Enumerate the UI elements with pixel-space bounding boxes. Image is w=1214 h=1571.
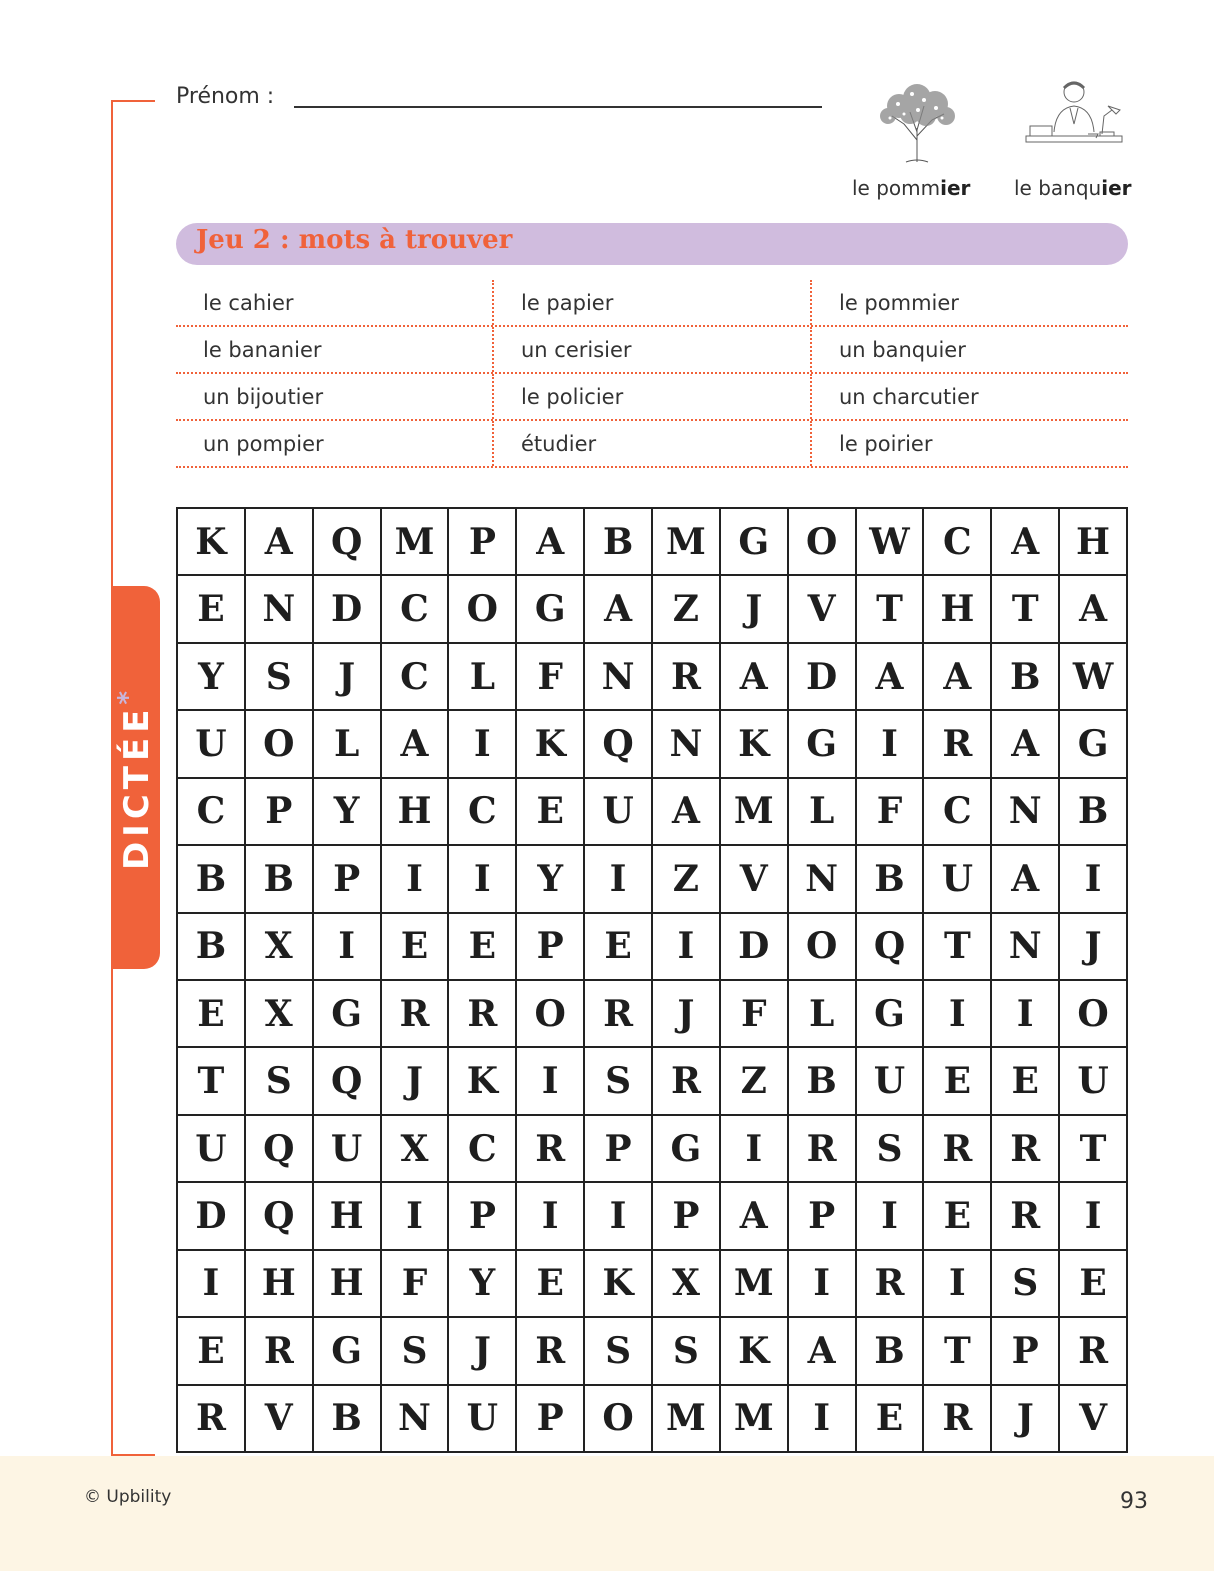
grid-cell[interactable]: R xyxy=(653,644,721,711)
grid-cell[interactable]: R xyxy=(924,1386,992,1453)
grid-cell[interactable]: R xyxy=(246,1318,314,1385)
word-item: un bijoutier xyxy=(203,384,324,409)
grid-cell[interactable]: Q xyxy=(246,1116,314,1183)
grid-cell[interactable]: I xyxy=(178,1251,246,1318)
grid-cell[interactable]: S xyxy=(653,1318,721,1385)
grid-cell[interactable]: P xyxy=(517,1386,585,1453)
word-item: étudier xyxy=(492,421,810,466)
grid-cell[interactable]: R xyxy=(789,1116,857,1183)
grid-cell[interactable]: Z xyxy=(653,576,721,643)
grid-cell[interactable]: R xyxy=(382,981,450,1048)
grid-cell[interactable]: A xyxy=(992,846,1060,913)
grid-cell[interactable]: R xyxy=(924,1116,992,1183)
grid-cell[interactable]: Y xyxy=(449,1251,517,1318)
grid-cell[interactable]: G xyxy=(517,576,585,643)
grid-cell[interactable]: A xyxy=(653,779,721,846)
grid-cell[interactable]: U xyxy=(857,1048,925,1115)
grid-cell[interactable]: I xyxy=(857,711,925,778)
grid-cell[interactable]: V xyxy=(721,846,789,913)
grid-cell[interactable]: J xyxy=(382,1048,450,1115)
word-list-row xyxy=(176,327,1128,374)
word-list-row xyxy=(176,280,1128,327)
name-input-line[interactable] xyxy=(294,106,822,108)
grid-cell[interactable]: T xyxy=(924,914,992,981)
word-item: le pommier xyxy=(810,280,1128,325)
grid-cell[interactable]: H xyxy=(246,1251,314,1318)
grid-cell[interactable]: B xyxy=(1060,779,1128,846)
grid-cell[interactable]: X xyxy=(246,981,314,1048)
grid-cell[interactable]: Q xyxy=(314,1048,382,1115)
grid-cell[interactable]: A xyxy=(857,644,925,711)
grid-cell[interactable]: T xyxy=(178,1048,246,1115)
word-search-grid xyxy=(176,507,1128,1453)
grid-cell[interactable]: X xyxy=(653,1251,721,1318)
grid-cell[interactable]: I xyxy=(449,846,517,913)
grid-cell[interactable]: P xyxy=(992,1318,1060,1385)
grid-cell[interactable]: A xyxy=(924,644,992,711)
grid-cell[interactable]: O xyxy=(585,1386,653,1453)
grid-cell[interactable]: B xyxy=(314,1386,382,1453)
grid-cell[interactable]: I xyxy=(653,914,721,981)
grid-cell[interactable]: G xyxy=(314,1318,382,1385)
grid-cell[interactable]: E xyxy=(517,779,585,846)
grid-cell[interactable]: F xyxy=(517,644,585,711)
grid-cell[interactable]: E xyxy=(857,1386,925,1453)
grid-cell[interactable]: O xyxy=(789,509,857,576)
grid-cell[interactable]: B xyxy=(857,846,925,913)
grid-cell[interactable]: B xyxy=(585,509,653,576)
grid-cell[interactable]: E xyxy=(178,981,246,1048)
word-list-table xyxy=(176,280,1128,468)
grid-cell[interactable]: V xyxy=(789,576,857,643)
grid-cell[interactable]: J xyxy=(449,1318,517,1385)
grid-cell[interactable]: R xyxy=(178,1386,246,1453)
grid-cell[interactable]: L xyxy=(449,644,517,711)
grid-cell[interactable]: O xyxy=(1060,981,1128,1048)
grid-cell[interactable]: S xyxy=(585,1318,653,1385)
grid-cell[interactable]: I xyxy=(585,1183,653,1250)
grid-cell[interactable]: E xyxy=(178,1318,246,1385)
grid-cell[interactable]: H xyxy=(314,1251,382,1318)
grid-cell[interactable]: N xyxy=(789,846,857,913)
grid-cell[interactable]: E xyxy=(178,576,246,643)
tree-icon xyxy=(874,76,960,164)
grid-cell[interactable]: W xyxy=(1060,644,1128,711)
grid-cell[interactable]: R xyxy=(992,1183,1060,1250)
grid-cell[interactable]: T xyxy=(857,576,925,643)
grid-cell[interactable]: M xyxy=(721,1251,789,1318)
grid-cell[interactable]: E xyxy=(585,914,653,981)
footer-band xyxy=(0,1456,1214,1571)
grid-cell[interactable]: R xyxy=(653,1048,721,1115)
grid-cell[interactable]: I xyxy=(585,846,653,913)
grid-cell[interactable]: L xyxy=(789,981,857,1048)
grid-cell[interactable]: A xyxy=(789,1318,857,1385)
grid-cell[interactable]: B xyxy=(857,1318,925,1385)
grid-cell[interactable]: Q xyxy=(857,914,925,981)
grid-cell[interactable]: D xyxy=(178,1183,246,1250)
grid-cell[interactable]: F xyxy=(382,1251,450,1318)
grid-cell[interactable]: U xyxy=(1060,1048,1128,1115)
grid-cell[interactable]: D xyxy=(314,576,382,643)
grid-cell[interactable]: Q xyxy=(314,509,382,576)
grid-cell[interactable]: M xyxy=(721,1386,789,1453)
grid-cell[interactable]: Y xyxy=(517,846,585,913)
grid-cell[interactable]: T xyxy=(1060,1116,1128,1183)
grid-cell[interactable]: Y xyxy=(178,644,246,711)
grid-cell[interactable]: E xyxy=(992,1048,1060,1115)
grid-cell[interactable]: R xyxy=(1060,1318,1128,1385)
grid-cell[interactable]: X xyxy=(382,1116,450,1183)
grid-cell[interactable]: I xyxy=(382,846,450,913)
grid-cell[interactable]: P xyxy=(449,509,517,576)
grid-cell[interactable]: I xyxy=(382,1183,450,1250)
word-list-row xyxy=(176,421,1128,468)
word-item: le poirier xyxy=(810,421,1128,466)
grid-cell[interactable]: S xyxy=(246,1048,314,1115)
grid-cell[interactable]: H xyxy=(314,1183,382,1250)
word-item: le bananier xyxy=(203,337,322,362)
grid-cell[interactable]: S xyxy=(246,644,314,711)
grid-cell[interactable]: C xyxy=(449,1116,517,1183)
grid-cell[interactable]: C xyxy=(178,779,246,846)
grid-cell[interactable]: R xyxy=(857,1251,925,1318)
banker-caption: le banquier xyxy=(1014,176,1132,200)
grid-cell[interactable]: J xyxy=(721,576,789,643)
grid-cell[interactable]: E xyxy=(449,914,517,981)
grid-cell[interactable]: I xyxy=(857,1183,925,1250)
grid-cell[interactable]: P xyxy=(449,1183,517,1250)
grid-cell[interactable]: I xyxy=(517,1048,585,1115)
grid-cell[interactable]: E xyxy=(382,914,450,981)
grid-cell[interactable]: I xyxy=(1060,1183,1128,1250)
grid-cell[interactable]: K xyxy=(517,711,585,778)
word-item: le cahier xyxy=(203,290,294,315)
grid-cell[interactable]: A xyxy=(992,509,1060,576)
grid-cell[interactable]: N xyxy=(246,576,314,643)
word-item: le papier xyxy=(492,280,810,325)
grid-cell[interactable]: K xyxy=(585,1251,653,1318)
word-list-row xyxy=(176,374,1128,421)
grid-cell[interactable]: L xyxy=(314,711,382,778)
grid-cell[interactable]: I xyxy=(314,914,382,981)
grid-cell[interactable]: B xyxy=(992,644,1060,711)
grid-cell[interactable]: N xyxy=(653,711,721,778)
grid-cell[interactable]: K xyxy=(178,509,246,576)
footer-copyright: © Upbility xyxy=(84,1487,172,1507)
grid-cell[interactable]: G xyxy=(857,981,925,1048)
grid-cell[interactable]: P xyxy=(246,779,314,846)
grid-cell[interactable]: F xyxy=(721,981,789,1048)
grid-cell[interactable]: O xyxy=(789,914,857,981)
grid-cell[interactable]: O xyxy=(449,576,517,643)
grid-cell[interactable]: C xyxy=(924,509,992,576)
word-item: un charcutier xyxy=(810,374,1128,419)
word-item: le policier xyxy=(492,374,810,419)
grid-cell[interactable]: O xyxy=(246,711,314,778)
grid-cell[interactable]: V xyxy=(1060,1386,1128,1453)
grid-cell[interactable]: Z xyxy=(653,846,721,913)
grid-cell[interactable]: C xyxy=(449,779,517,846)
grid-cell[interactable]: A xyxy=(246,509,314,576)
grid-cell[interactable]: G xyxy=(653,1116,721,1183)
game-title: Jeu 2 : mots à trouver xyxy=(196,225,513,255)
grid-cell[interactable]: I xyxy=(449,711,517,778)
grid-cell[interactable]: U xyxy=(585,779,653,846)
grid-cell[interactable]: U xyxy=(314,1116,382,1183)
tree-caption: le pommier xyxy=(852,176,971,200)
name-label: Prénom : xyxy=(176,84,275,109)
grid-cell[interactable]: I xyxy=(721,1116,789,1183)
grid-cell[interactable]: E xyxy=(924,1048,992,1115)
grid-cell[interactable]: T xyxy=(992,576,1060,643)
grid-cell[interactable]: B xyxy=(246,846,314,913)
grid-cell[interactable]: M xyxy=(653,509,721,576)
left-bracket-top xyxy=(111,100,155,102)
grid-cell[interactable]: I xyxy=(924,1251,992,1318)
grid-cell[interactable]: D xyxy=(789,644,857,711)
grid-cell[interactable]: P xyxy=(585,1116,653,1183)
grid-cell[interactable]: A xyxy=(1060,576,1128,643)
grid-cell[interactable]: K xyxy=(721,711,789,778)
grid-cell[interactable]: H xyxy=(1060,509,1128,576)
grid-cell[interactable]: Z xyxy=(721,1048,789,1115)
grid-cell[interactable]: N xyxy=(992,914,1060,981)
grid-cell[interactable]: E xyxy=(517,1251,585,1318)
grid-cell[interactable]: R xyxy=(992,1116,1060,1183)
grid-cell[interactable]: P xyxy=(653,1183,721,1250)
grid-cell[interactable]: U xyxy=(178,1116,246,1183)
grid-cell[interactable]: E xyxy=(1060,1251,1128,1318)
grid-cell[interactable]: S xyxy=(992,1251,1060,1318)
grid-cell[interactable]: A xyxy=(585,576,653,643)
grid-cell[interactable]: B xyxy=(178,846,246,913)
grid-cell[interactable]: Y xyxy=(314,779,382,846)
grid-cell[interactable]: S xyxy=(382,1318,450,1385)
grid-cell[interactable]: H xyxy=(382,779,450,846)
grid-cell[interactable]: F xyxy=(857,779,925,846)
grid-cell[interactable]: M xyxy=(382,509,450,576)
grid-cell[interactable]: A xyxy=(721,644,789,711)
grid-cell[interactable]: G xyxy=(1060,711,1128,778)
grid-cell[interactable]: A xyxy=(721,1183,789,1250)
grid-cell[interactable]: M xyxy=(653,1386,721,1453)
grid-cell[interactable]: R xyxy=(517,1116,585,1183)
grid-cell[interactable]: W xyxy=(857,509,925,576)
grid-cell[interactable]: P xyxy=(789,1183,857,1250)
grid-cell[interactable]: U xyxy=(449,1386,517,1453)
grid-cell[interactable]: D xyxy=(721,914,789,981)
grid-cell[interactable]: A xyxy=(992,711,1060,778)
grid-cell[interactable]: I xyxy=(924,981,992,1048)
page-number: 93 xyxy=(1120,1489,1148,1514)
grid-cell[interactable]: A xyxy=(382,711,450,778)
grid-cell[interactable]: P xyxy=(314,846,382,913)
word-item: un pompier xyxy=(203,431,324,456)
grid-cell[interactable]: G xyxy=(789,711,857,778)
side-tab-label: DICTÉE* xyxy=(112,685,158,871)
grid-cell[interactable]: S xyxy=(857,1116,925,1183)
grid-cell[interactable]: R xyxy=(449,981,517,1048)
grid-cell[interactable]: C xyxy=(382,576,450,643)
grid-cell[interactable]: G xyxy=(721,509,789,576)
banker-icon xyxy=(1022,76,1128,162)
grid-cell[interactable]: J xyxy=(1060,914,1128,981)
grid-cell[interactable]: I xyxy=(789,1251,857,1318)
grid-cell[interactable]: C xyxy=(382,644,450,711)
grid-cell[interactable]: I xyxy=(789,1386,857,1453)
grid-cell[interactable]: M xyxy=(721,779,789,846)
grid-cell[interactable]: N xyxy=(992,779,1060,846)
grid-cell[interactable]: K xyxy=(449,1048,517,1115)
grid-cell[interactable]: E xyxy=(924,1183,992,1250)
grid-cell[interactable]: Q xyxy=(585,711,653,778)
grid-cell[interactable]: V xyxy=(246,1386,314,1453)
word-item: un banquier xyxy=(810,327,1128,372)
grid-cell[interactable]: U xyxy=(924,846,992,913)
grid-cell[interactable]: R xyxy=(585,981,653,1048)
grid-cell[interactable]: I xyxy=(992,981,1060,1048)
grid-cell[interactable]: I xyxy=(1060,846,1128,913)
grid-cell[interactable]: A xyxy=(517,509,585,576)
grid-cell[interactable]: P xyxy=(517,914,585,981)
grid-cell[interactable]: R xyxy=(924,711,992,778)
grid-cell[interactable]: B xyxy=(789,1048,857,1115)
side-tab-star: * xyxy=(112,685,143,705)
grid-cell[interactable]: T xyxy=(924,1318,992,1385)
word-item: un cerisier xyxy=(492,327,810,372)
grid-cell[interactable]: I xyxy=(517,1183,585,1250)
grid-cell[interactable]: X xyxy=(246,914,314,981)
grid-cell[interactable]: Q xyxy=(246,1183,314,1250)
grid-cell[interactable]: G xyxy=(314,981,382,1048)
grid-cell[interactable]: B xyxy=(178,914,246,981)
grid-cell[interactable]: R xyxy=(517,1318,585,1385)
grid-cell[interactable]: N xyxy=(382,1386,450,1453)
grid-cell[interactable]: J xyxy=(314,644,382,711)
grid-cell[interactable]: N xyxy=(585,644,653,711)
grid-cell[interactable]: S xyxy=(585,1048,653,1115)
grid-cell[interactable]: J xyxy=(992,1386,1060,1453)
grid-cell[interactable]: H xyxy=(924,576,992,643)
grid-cell[interactable]: O xyxy=(517,981,585,1048)
grid-cell[interactable]: U xyxy=(178,711,246,778)
grid-cell[interactable]: J xyxy=(653,981,721,1048)
grid-cell[interactable]: K xyxy=(721,1318,789,1385)
grid-cell[interactable]: L xyxy=(789,779,857,846)
grid-cell[interactable]: C xyxy=(924,779,992,846)
